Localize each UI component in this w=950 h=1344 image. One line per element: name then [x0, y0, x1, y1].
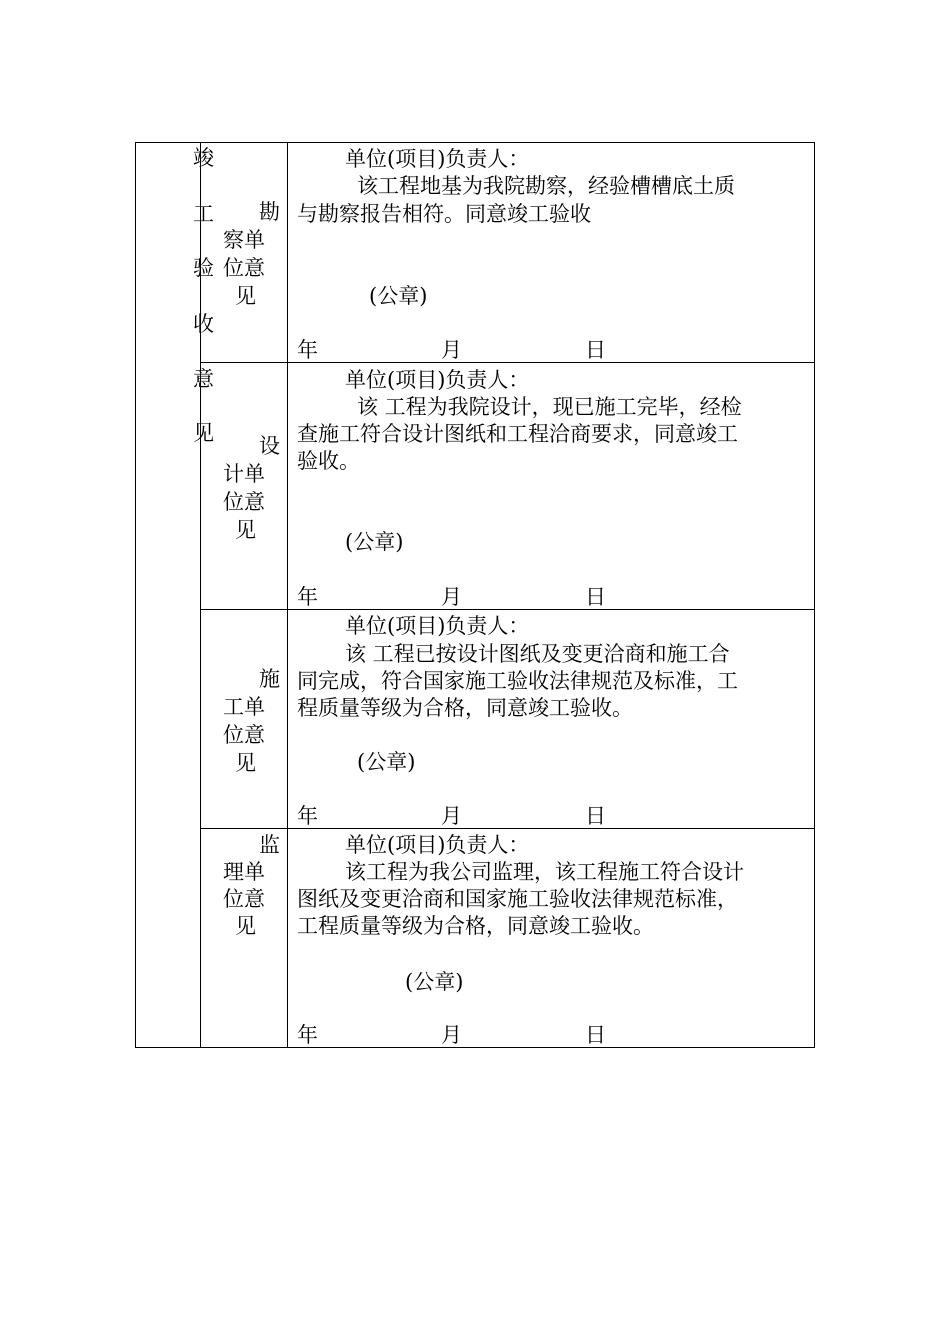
opinion-text-line: 该工程地基为我院勘察，经验槽槽底土质 — [357, 174, 735, 198]
opinion-text-line: 该 工程已按设计图纸及变更洽商和施工合 — [345, 642, 730, 666]
seal-label: (公章) — [345, 530, 404, 554]
date-day: 日 — [585, 804, 606, 828]
left-label-char: 验 — [193, 256, 214, 280]
opinion-text-line: 程质量等级为合格，同意竣工验收。 — [297, 696, 633, 720]
supervision-unit-label-line: 见 — [235, 914, 256, 938]
column-divider-content — [287, 142, 288, 1048]
date-month: 月 — [441, 1023, 462, 1047]
construction-unit-label-line: 见 — [235, 751, 256, 775]
supervision-unit-label-line: 理单 — [223, 860, 265, 884]
construction-unit-label-line: 位意 — [223, 723, 265, 747]
table-top-border — [135, 142, 815, 143]
date-year: 年 — [297, 804, 318, 828]
date-month: 月 — [441, 585, 462, 609]
opinion-text-line: 同完成，符合国家施工验收法律规范及标准，工 — [297, 669, 738, 693]
survey-unit-label-line: 勘 — [259, 200, 280, 224]
survey-unit-label-line: 见 — [235, 284, 256, 308]
seal-label: (公章) — [357, 750, 416, 774]
date-month: 月 — [441, 804, 462, 828]
construction-unit-label-line: 施 — [259, 667, 280, 691]
responsible-person-label: 单位(项目)负责人： — [345, 833, 530, 857]
construction-unit-label-line: 工单 — [223, 695, 265, 719]
seal-label: (公章) — [369, 284, 428, 308]
opinion-text-line: 查施工符合设计图纸和工程洽商要求，同意竣工 — [297, 422, 738, 446]
design-unit-label-line: 见 — [235, 518, 256, 542]
opinion-text-line: 该 工程为我院设计，现已施工完毕，经检 — [357, 395, 742, 419]
opinion-text-line: 该工程为我公司监理，该工程施工符合设计 — [345, 860, 744, 884]
row-divider-2 — [200, 609, 815, 610]
responsible-person-label: 单位(项目)负责人： — [345, 147, 530, 171]
row-divider-3 — [200, 828, 815, 829]
left-label-char: 工 — [193, 202, 214, 226]
table-bottom-border — [135, 1047, 815, 1048]
survey-unit-label-line: 位意 — [223, 256, 265, 280]
date-year: 年 — [297, 338, 318, 362]
left-label-char: 见 — [193, 421, 214, 445]
left-label-char: 竣 — [193, 146, 214, 170]
table-left-border — [135, 142, 136, 1048]
table-right-border — [814, 142, 815, 1048]
responsible-person-label: 单位(项目)负责人： — [345, 614, 530, 638]
responsible-person-label: 单位(项目)负责人： — [345, 368, 530, 392]
left-label-char: 收 — [193, 312, 214, 336]
opinion-text-line: 与勘察报告相符。同意竣工验收 — [297, 202, 591, 226]
supervision-unit-label-line: 位意 — [223, 887, 265, 911]
design-unit-label-line: 计单 — [223, 462, 265, 486]
seal-label: (公章) — [405, 970, 464, 994]
row-divider-1 — [200, 362, 815, 363]
date-day: 日 — [585, 1023, 606, 1047]
design-unit-label-line: 位意 — [223, 490, 265, 514]
date-day: 日 — [585, 585, 606, 609]
date-day: 日 — [585, 338, 606, 362]
date-year: 年 — [297, 585, 318, 609]
date-year: 年 — [297, 1023, 318, 1047]
left-label-char: 意 — [193, 367, 214, 391]
opinion-text-line: 验收。 — [297, 449, 360, 473]
date-month: 月 — [441, 338, 462, 362]
opinion-text-line: 图纸及变更洽商和国家施工验收法律规范标准， — [297, 887, 738, 911]
opinion-text-line: 工程质量等级为合格，同意竣工验收。 — [297, 914, 654, 938]
design-unit-label-line: 设 — [259, 434, 280, 458]
survey-unit-label-line: 察单 — [223, 228, 265, 252]
supervision-unit-label-line: 监 — [259, 833, 280, 857]
